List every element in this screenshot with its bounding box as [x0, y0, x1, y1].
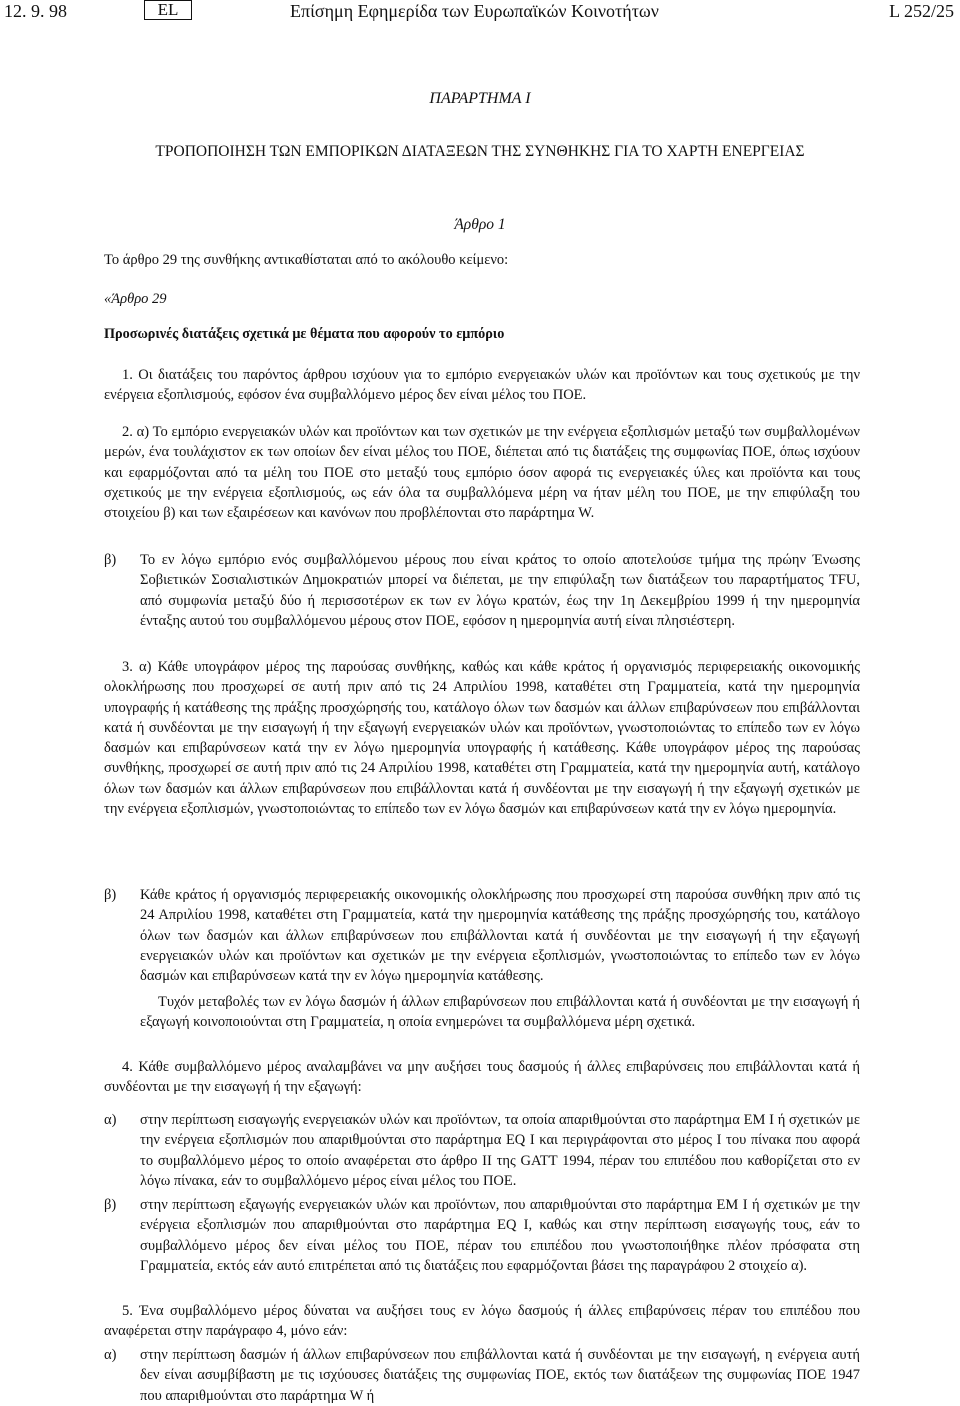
paragraph-4b-label: β): [104, 1197, 117, 1213]
article-29-title: Προσωρινές διατάξεις σχετικά με θέματα που αφορούν το εμπόριο: [104, 326, 505, 342]
paragraph-4: 4. Κάθε συμβαλλόμενο μέρος αναλαμβάνει να μην αυξήσει τους δασμούς ή άλλες επιβαρύνσεις που επιβάλλονται κατά ή συνδέονται με την εισαγωγή ή την εξαγωγή:: [104, 1059, 860, 1096]
paragraph-4a: στην περίπτωση εισαγωγής ενεργειακών υλών και προϊόντων, τα οποία απαριθμούνται στο παράρτημα EM I ή σχετικών με την ενέργεια εξοπλισμών που απαριθμούνται στο παράρτημα EQ I και περιγράφονται στο μέρος I του πίνακα που αφορά το συμβαλλόμενο μέρος το οποίο αναφέρεται στο άρθρο II της GATT 1994, πέραν του επιπέδου που καθορίζεται στο εν λόγω πίνακα, εάν το συμβαλλόμενο μέρος είναι μέλος του ΠΟΕ.: [140, 1112, 860, 1189]
paragraph-2a: 2. α) Το εμπόριο ενεργειακών υλών και προϊόντων και των σχετικών με την ενέργεια εξοπλισμών μεταξύ των συμβαλλομένων μερών, ένα τουλάχιστον εκ των οποίων δεν είναι μέλος του ΠΟΕ, διέπεται από τις διατάξεις της συμφωνίας ΠΟΕ, όπως ισχύουν και εφαρμόζονται από τα μέλη του ΠΟΕ στο μεταξύ τους εμπόριο όσον αφορά τις ενεργειακές ύλες και προϊόντα και τους σχετικούς με την ενέργεια εξοπλισμούς, ως εάν όλα τα συμβαλλόμενα μέρη να ήταν μέλη του ΠΟΕ, με την επιφύλαξη του στοιχείου β) και των εξαιρέσεων και κανόνων που προβλέπονται στο παράρτημα W.: [104, 424, 860, 522]
paragraph-1: 1. Οι διατάξεις του παρόντος άρθρου ισχύουν για το εμπόριο ενεργειακών υλών και προϊόντων και τους σχετικούς με την ενέργεια εξοπλισμούς, εφόσον ένα συμβαλλόμενο μέρος δεν είναι μέλος του ΠΟΕ.: [104, 367, 860, 404]
paragraph-3b-continued: Τυχόν μεταβολές των εν λόγω δασμών ή άλλων επιβαρύνσεων που επιβάλλονται κατά ή συνδέονται με την εισαγωγή ή εξαγωγή κοινοποιούνται στη Γραμματεία, η οποία ενημερώνει τα συμβαλλόμενα μέρη σχετικά.: [140, 994, 860, 1031]
paragraph-5a: στην περίπτωση δασμών ή άλλων επιβαρύνσεων που επιβάλλονται κατά ή συνδέονται με την εισαγωγή, η ενέργεια αυτή δεν είναι ασυμβίβαστη με τις ισχύουσες διατάξεις της συμφωνίας ΠΟΕ, εκτός των διατάξεων της συμφωνίας ΠΟΕ 1947 που απαριθμούνται στο παράρτημα W ή: [140, 1347, 860, 1404]
paragraph-3a: 3. α) Κάθε υπογράφον μέρος της παρούσας συνθήκης, καθώς και κάθε κράτος ή οργανισμός περιφερειακής οικονομικής ολοκλήρωσης που προσχωρεί σε αυτή πριν από τις 24 Απριλίου 1998, καταθέτει στη Γραμματεία, κατά την ημερομηνία υπογραφής ή κατάθεσης της πράξης προσχώρησής του, κατάλογο όλων των δασμών και άλλων επιβαρύνσεων που επιβάλλονται κατά ή συνδέονται με την εισαγωγή ή την εξαγωγή ενεργειακών υλών και προϊόντων, γνωστοποιώντας το επίπεδο των εν λόγω δασμών και επιβαρύνσεων κατά την εν λόγω ημερομηνία υπογραφής ή κατάθεσης. Κάθε υπογράφον μέρος της παρούσας συνθήκης, προσχωρεί σε αυτή πριν από τις 24 Απριλίου 1998, καταθέτει στη Γραμματεία, κατά την ημερομηνία αυτή, κατάλογο όλων των δασμών και άλλων επιβαρύνσεων που επιβάλλονται κατά ή συνδέονται με την εισαγωγή ή την εξαγωγή σχετικών με την ενέργεια εξοπλισμών, γνωστοποιώντας το επίπεδο των εν λόγω δασμών και επιβαρύνσεων κατά την εν λόγω ημερομηνία.: [104, 659, 860, 818]
paragraph-4b: στην περίπτωση εξαγωγής ενεργειακών υλών και προϊόντων, που απαριθμούνται στο παράρτημα EM I ή σχετικών με την ενέργεια εξοπλισμών που απαριθμούνται στο παράρτημα EQ I, καθώς και στην περίπτωση εισαγωγής τους, εάν το συμβαλλόμενο μέρος δεν είναι μέλος του ΠΟΕ, πέραν του επιπέδου που γνωστοποιήθηκε πλέον πρόσφατα στη Γραμματεία, εκτός εάν αυτό επιτρέπεται από τις διατάξεις που εφαρμόζονται βάσει της παραγράφου 2 στοιχείο α).: [140, 1197, 860, 1274]
paragraph-5: 5. Ένα συμβαλλόμενο μέρος δύναται να αυξήσει τους εν λόγω δασμούς ή άλλες επιβαρύνσεις πέραν του επιπέδου που αναφέρεται στην παράγραφο 4, μόνο εάν:: [104, 1303, 860, 1340]
paragraph-5a-label: α): [104, 1347, 117, 1363]
page-reference: L 252/25: [889, 1, 954, 21]
paragraph-3b-label: β): [104, 887, 117, 903]
journal-title: Επίσημη Εφημερίδα των Ευρωπαϊκών Κοινοτήτων: [290, 1, 659, 21]
publication-date: 12. 9. 98: [4, 1, 67, 21]
annex-title: ΠΑΡΑΡΤΗΜΑ Ι: [429, 90, 531, 107]
intro-text: Το άρθρο 29 της συνθήκης αντικαθίσταται από το ακόλουθο κείμενο:: [104, 252, 509, 268]
paragraph-3b: Κάθε κράτος ή οργανισμός περιφερειακής οικονομικής ολοκλήρωσης που προσχωρεί στη παρούσα συνθήκη πριν από τις 24 Απριλίου 1998, καταθέτει στη Γραμματεία, κατά την ημερομηνία κατάθεσης της πράξης προσχώρησής του, κατάλογο όλων των δασμών και άλλων επιβαρύνσεων που επιβάλλονται κατά ή συνδέονται με την εισαγωγή ή την εξαγωγή ενεργειακών υλών και προϊόντων και σχετικών με την ενέργεια εξοπλισμών, γνωστοποιώντας το επίπεδο των εν λόγω δασμών και επιβαρύνσεων κατά την εν λόγω ημερομηνία κατάθεσης.: [140, 887, 860, 985]
paragraph-2b: Το εν λόγω εμπόριο ενός συμβαλλόμενου μέρους που είναι κράτος το οποίο αποτελούσε τμήμα της πρώην Ένωσης Σοβιετικών Σοσιαλιστικών Δημοκρατιών μπορεί να διέπεται, με την επιφύλαξη των διατάξεων του παραρτήματος TFU, από συμφωνία μεταξύ δύο ή περισσοτέρων εκ των εν λόγω κρατών, έως την 1η Δεκεμβρίου 1999 ή την ημερομηνία ένταξης αυτού του συμβαλλόμενου μέρους στον ΠΟΕ, εφόσον η ημερομηνία αυτή είναι πλησιέστερη.: [140, 552, 860, 629]
page-header: [0, 0, 960, 24]
paragraph-2b-label: β): [104, 552, 117, 568]
article-number: Άρθρο 1: [454, 216, 506, 233]
paragraph-4a-label: α): [104, 1112, 117, 1128]
language-code-box: EL: [144, 0, 192, 20]
article-29-heading: «Άρθρο 29: [104, 291, 167, 307]
main-heading: ΤΡΟΠΟΠΟΙΗΣΗ ΤΩΝ ΕΜΠΟΡΙΚΩΝ ΔΙΑΤΑΞΕΩΝ ΤΗΣ ΣΥΝΘΗΚΗΣ ΓΙΑ ΤΟ ΧΑΡΤΗ ΕΝΕΡΓΕΙΑΣ: [155, 143, 805, 160]
